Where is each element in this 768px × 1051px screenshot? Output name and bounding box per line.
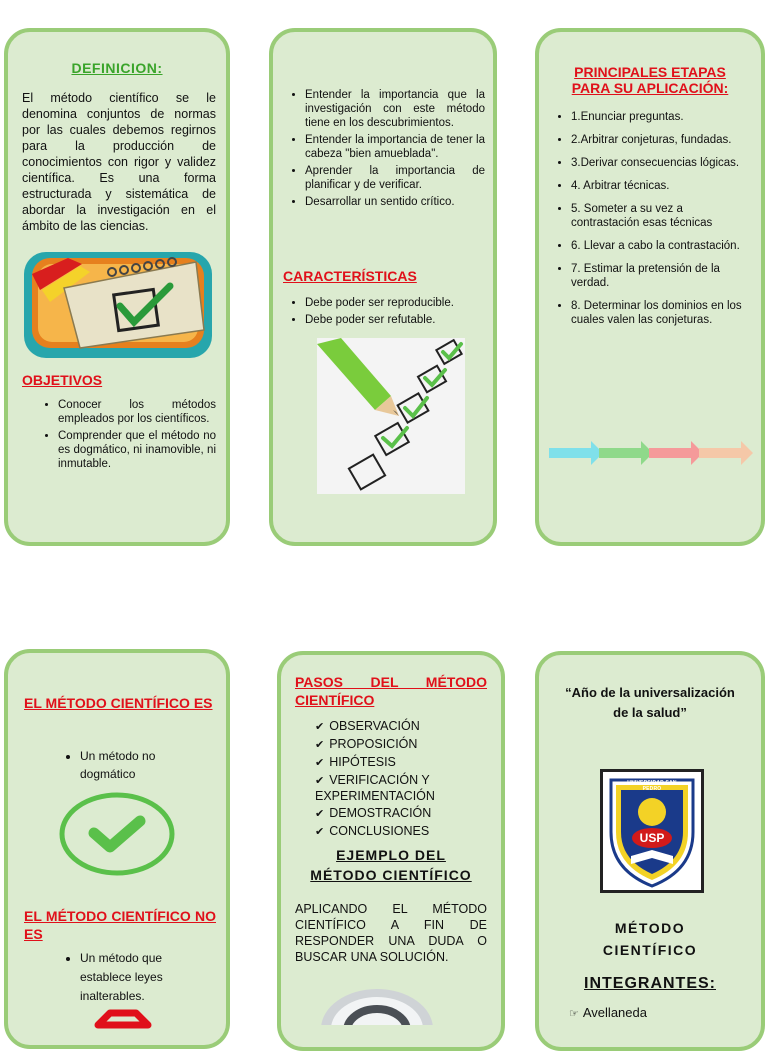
- etapa-item: • 2.Arbitrar conjeturas, fundadas.: [571, 133, 753, 147]
- paso-item: ✔ PROPOSICIÓN: [315, 737, 491, 753]
- panel-es-no-es: [4, 649, 230, 1049]
- etapa-item: • 6. Llevar a cabo la contrastación.: [571, 239, 753, 253]
- paso-item: ✔ OBSERVACIÓN: [315, 719, 491, 735]
- pointing-hand-icon: ☞: [569, 1008, 579, 1020]
- objetivo-item: • Conocer los métodos empleados por los científicos.: [58, 398, 216, 426]
- panel-etapas: [535, 28, 765, 546]
- noes-list: [50, 949, 196, 1009]
- noes-title: EL MÉTODO CIENTÍFICO NO ES: [24, 908, 216, 942]
- process-arrows-icon: [549, 438, 753, 468]
- ejemplo-title-line2: MÉTODO CIENTÍFICO: [310, 867, 472, 883]
- pasos-list: [301, 719, 491, 842]
- pasos-title: PASOS DEL MÉTODO CIENTÍFICO: [295, 674, 487, 708]
- integrante-name: Avellaneda: [582, 1005, 647, 1020]
- panel-pasos: [277, 651, 505, 1051]
- integrante-item: [569, 1005, 753, 1020]
- etapa-item: • 5. Someter a su vez a contrastación esas técnicas: [571, 202, 753, 230]
- etapa-item: • 7. Estimar la pretensión de la verdad.: [571, 262, 753, 290]
- etapas-title: [539, 64, 761, 96]
- objetivo-item: • Comprender que el método no es dogmático, ni inamovible, ni inmutable.: [58, 429, 216, 471]
- doc-title: [539, 917, 761, 961]
- noes-item: • Un método que establece leyes inalterables.: [80, 949, 196, 1006]
- process-arrow: [649, 441, 703, 465]
- es-title: EL MÉTODO CIENTÍFICO ES: [24, 695, 213, 711]
- seal-logo: USP: [639, 831, 665, 845]
- process-arrow: [599, 441, 653, 465]
- objetivos-title: OBJETIVOS: [22, 372, 103, 388]
- university-seal: [600, 769, 704, 893]
- definicion-text: El método científico se le denomina conjuntos de normas por las cuales debemos regirnos para la producción de conocimientos con rigor y validez científica. Es una forma estructurada y sistemática de abordar la investigación en el ámbito de las ciencias.: [22, 91, 216, 233]
- importancia-item: • Desarrollar un sentido crítico.: [305, 195, 485, 209]
- paso-item: ✔ VERIFICACIÓN Y EXPERIMENTACIÓN: [315, 773, 491, 804]
- importancia-item: • Entender la importancia que la investigación con este método tiene en los descubrimientos.: [305, 88, 485, 130]
- definicion-title: DEFINICION:: [71, 60, 163, 76]
- doc-title-line1: MÉTODO: [614, 920, 686, 936]
- es-list: [50, 747, 196, 786]
- paso-item: ✔ DEMOSTRACIÓN: [315, 806, 491, 822]
- integrantes-title: INTEGRANTES:: [584, 975, 716, 992]
- stop-sign-icon: [80, 1009, 166, 1029]
- integrantes-list: [569, 1005, 753, 1020]
- caracteristicas-list: [275, 296, 485, 330]
- clipboard-check-icon: [20, 248, 216, 363]
- paso-item: ✔ HIPÓTESIS: [315, 755, 491, 771]
- importancia-list: [275, 88, 485, 212]
- etapas-title-line1: PRINCIPALES ETAPAS: [574, 64, 726, 80]
- seal-name: UNIVERSIDAD SAN PEDRO: [627, 780, 677, 792]
- importancia-item: • Aprender la importancia de planificar y de verificar.: [305, 164, 485, 192]
- year-quote: “Año de la universalización de la salud”: [565, 685, 735, 720]
- panel-definicion: [4, 28, 230, 546]
- check-circle-icon: [58, 791, 176, 877]
- process-arrow: [699, 441, 753, 465]
- process-arrow: [549, 441, 603, 465]
- objetivos-list: [28, 398, 216, 474]
- caracteristica-item: • Debe poder ser refutable.: [305, 313, 485, 327]
- etapa-item: • 3.Derivar consecuencias lógicas.: [571, 156, 753, 170]
- caracteristica-item: • Debe poder ser reproducible.: [305, 296, 485, 310]
- checklist-pencil-icon: [317, 338, 465, 494]
- etapa-item: • 1.Enunciar preguntas.: [571, 110, 753, 124]
- etapa-item: • 4. Arbitrar técnicas.: [571, 179, 753, 193]
- paso-item: ✔ CONCLUSIONES: [315, 824, 491, 840]
- importancia-item: • Entender la importancia de tener la cabeza "bien amueblada".: [305, 133, 485, 161]
- es-item: • Un método no dogmático: [80, 747, 196, 783]
- panel-importancia: [269, 28, 497, 546]
- etapas-list: [541, 110, 753, 336]
- caracteristicas-title: CARACTERÍSTICAS: [283, 268, 417, 284]
- ejemplo-title: [281, 847, 501, 883]
- magnifier-icon: [317, 985, 437, 1025]
- etapas-title-line2: PARA SU APLICACIÓN:: [571, 80, 729, 96]
- doc-title-line2: CIENTÍFICO: [602, 942, 698, 958]
- etapa-item: • 8. Determinar los dominios en los cuales valen las conjeturas.: [571, 299, 753, 327]
- panel-portada: [535, 651, 765, 1051]
- ejemplo-title-line1: EJEMPLO DEL: [336, 847, 446, 863]
- ejemplo-text: APLICANDO EL MÉTODO CIENTÍFICO A FIN DE RESPONDER UNA DUDA O BUSCAR UNA SOLUCIÓN.: [295, 902, 487, 964]
